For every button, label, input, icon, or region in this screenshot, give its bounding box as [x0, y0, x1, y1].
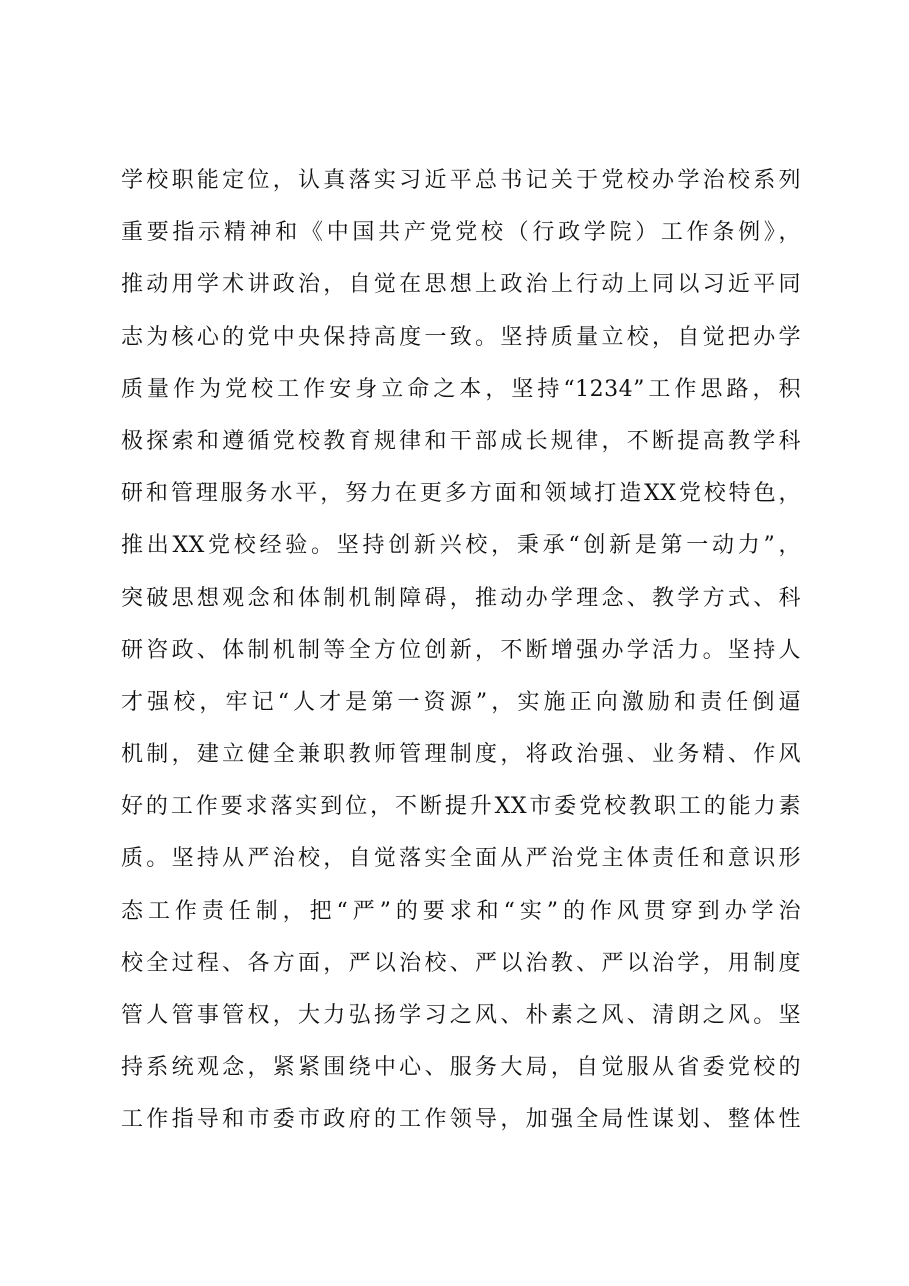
- text-line: 研和管理服务水平，努力在更多方面和领域打造XX党校特色，: [121, 481, 801, 507]
- text-line: 态工作责任制，把“严”的要求和“实”的作风贯穿到办学治: [121, 898, 801, 924]
- text-line: 机制，建立健全兼职教师管理制度，将政治强、业务精、作风: [121, 742, 801, 768]
- text-line: 研咨政、体制机制等全方位创新，不断增强办学活力。坚持人: [121, 637, 801, 663]
- text-line: 志为核心的党中央保持高度一致。坚持质量立校，自觉把办学: [121, 324, 801, 350]
- text-line: 持系统观念，紧紧围绕中心、服务大局，自觉服从省委党校的: [121, 1055, 801, 1081]
- text-line: 突破思想观念和体制机制障碍，推动办学理念、教学方式、科: [121, 585, 801, 611]
- text-line: 校全过程、各方面，严以治校、严以治教、严以治学，用制度: [121, 950, 801, 976]
- text-line: 推出XX党校经验。坚持创新兴校，秉承“创新是第一动力”，: [121, 533, 801, 559]
- text-line: 质量作为党校工作安身立命之本，坚持“1234”工作思路，积: [121, 376, 801, 402]
- text-line: 工作指导和市委市政府的工作领导，加强全局性谋划、整体性: [121, 1107, 801, 1133]
- text-line: 好的工作要求落实到位，不断提升XX市委党校教职工的能力素: [121, 794, 801, 820]
- text-line: 管人管事管权，大力弘扬学习之风、朴素之风、清朗之风。坚: [121, 1003, 801, 1028]
- text-line: 推动用学术讲政治，自觉在思想上政治上行动上同以习近平同: [121, 272, 801, 298]
- body-paragraph: [121, 155, 801, 1147]
- text-line: 极探索和遵循党校教育规律和干部成长规律，不断提高教学科: [121, 428, 801, 454]
- text-line: 学校职能定位，认真落实习近平总书记关于党校办学治校系列: [121, 168, 801, 193]
- text-line: 重要指示精神和《中国共产党党校（行政学院）工作条例》，: [121, 220, 801, 246]
- text-line: 质。坚持从严治校，自觉落实全面从严治党主体责任和意识形: [121, 846, 801, 872]
- text-line: 才强校，牢记“人才是第一资源”，实施正向激励和责任倒逼: [121, 689, 801, 715]
